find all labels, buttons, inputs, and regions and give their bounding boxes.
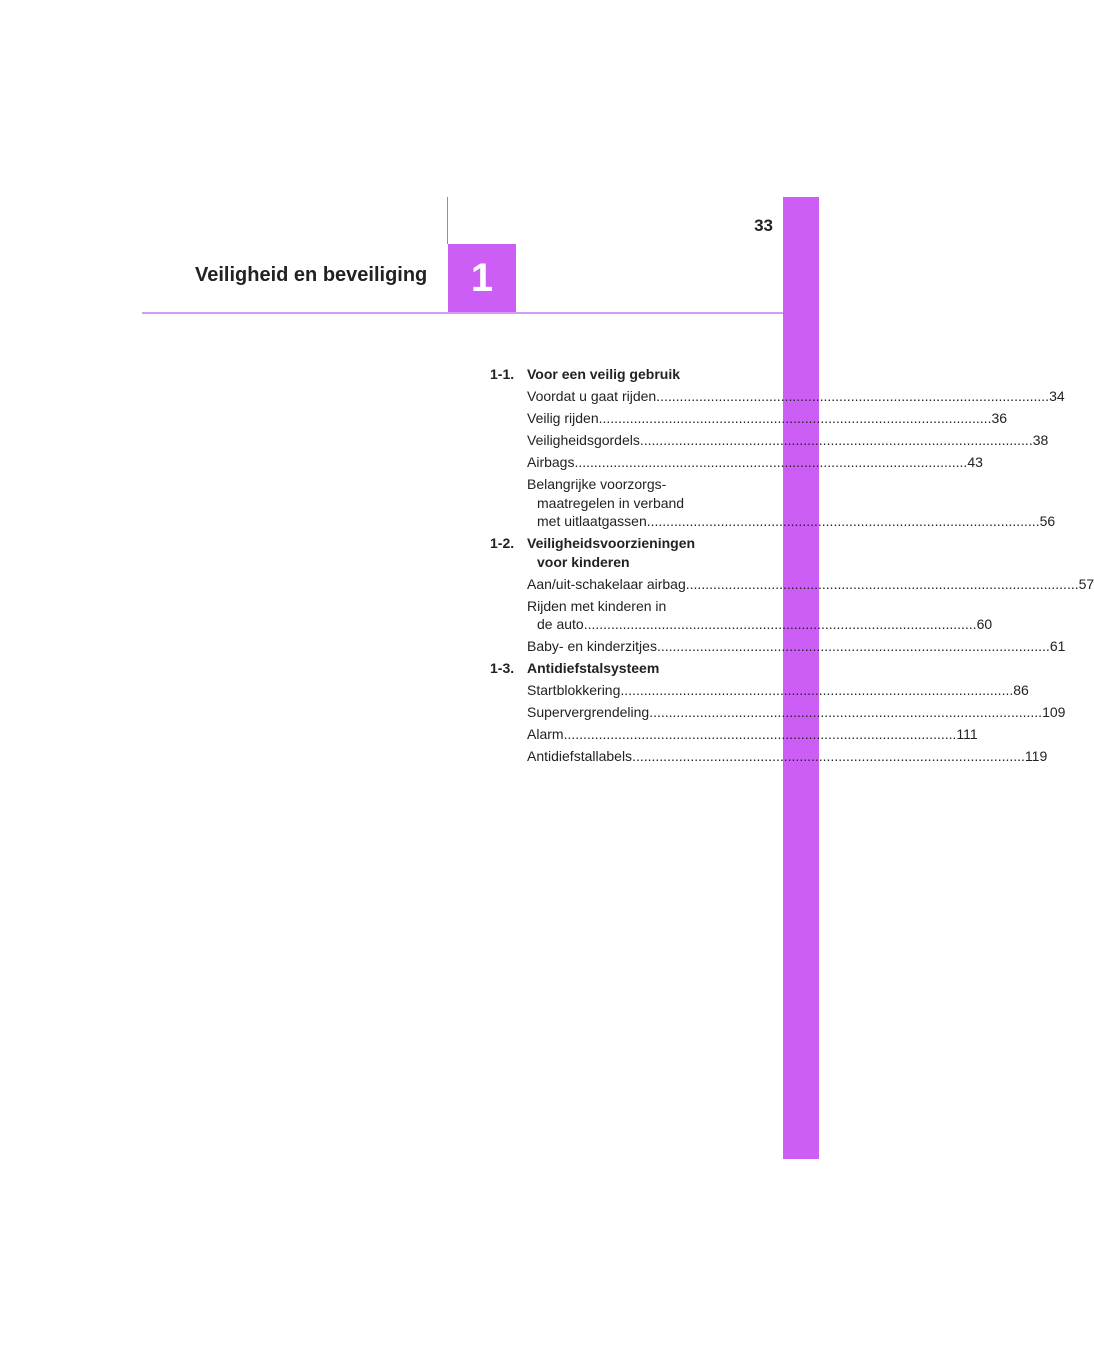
toc-entry[interactable] [527, 575, 1094, 594]
chapter-title: Veiligheid en beveiliging [195, 264, 428, 286]
toc-page-number: 60 [976, 616, 993, 632]
dot-leader [584, 616, 977, 632]
toc-entry-line [527, 387, 1065, 406]
toc-entry-line [527, 453, 983, 472]
toc-page-number: 34 [1049, 388, 1065, 404]
toc-page-number: 111 [956, 726, 978, 742]
toc-entry-text: de auto [537, 616, 584, 632]
chapter-number-box [448, 244, 516, 312]
dot-leader [657, 637, 1050, 656]
toc-entry-text: Antidiefstallabels [527, 748, 633, 764]
toc-section-heading [490, 534, 740, 571]
toc-entry[interactable] [527, 475, 1056, 531]
page-number: 33 [754, 216, 773, 235]
toc-entry-line [527, 575, 1094, 594]
toc-entry-text: Supervergrendeling [527, 704, 650, 720]
section-title-line: Voor een veilig gebruik [527, 366, 681, 382]
toc-section-heading [490, 365, 740, 384]
toc-entry-line [527, 637, 1066, 656]
section-title-line: Veiligheidsvoorzieningen [527, 535, 696, 551]
toc-entry-line [527, 475, 740, 494]
toc-entry-text: Airbags [527, 454, 575, 470]
toc-page-number: 61 [1049, 638, 1066, 654]
toc-entry-line [527, 681, 1029, 700]
toc-section-heading [490, 659, 740, 678]
toc-entry-line [527, 725, 978, 744]
toc-entry-line [527, 615, 993, 634]
toc-page-number: 56 [1039, 513, 1056, 529]
section-number: 1-3. [490, 660, 515, 676]
toc-entry[interactable] [527, 453, 983, 472]
toc-entry[interactable] [527, 725, 978, 744]
section-title-line: Antidiefstalsysteem [527, 660, 660, 676]
toc-entry-text: Baby- en kinderzitjes [527, 638, 657, 654]
toc-page-number: 57 [1078, 575, 1094, 592]
toc-entry[interactable] [527, 681, 1029, 700]
dot-leader [632, 747, 1025, 766]
toc-entry-line [527, 512, 1056, 531]
dot-leader [656, 387, 1049, 406]
header-horizontal-rule [142, 312, 783, 314]
toc-page-number: 43 [967, 454, 983, 470]
toc-entry-text: Veilig rijden [527, 410, 599, 426]
header-vertical-rule [447, 197, 448, 244]
toc-page-number: 119 [1024, 748, 1048, 764]
toc-entry[interactable] [527, 387, 1065, 406]
toc-entry-text: Alarm [527, 726, 564, 742]
toc-page-number: 38 [1032, 432, 1049, 448]
dot-leader [564, 725, 957, 744]
toc-entry-line [527, 431, 1049, 450]
toc-page-number: 86 [1013, 682, 1029, 698]
toc-entry-text: maatregelen in verband [537, 494, 685, 511]
toc-entry-line [527, 703, 1066, 722]
section-number: 1-2. [490, 535, 515, 551]
toc-entry-text: Belangrijke voorzorgs- [527, 476, 667, 492]
toc-entry-text: Voordat u gaat rijden [527, 388, 657, 404]
toc-entry-line [527, 494, 740, 513]
dot-leader [620, 681, 1013, 700]
dot-leader [647, 513, 1040, 529]
toc-entry[interactable] [527, 597, 993, 634]
toc-entry-text: Startblokkering [527, 682, 621, 698]
toc-entry-text: Rijden met kinderen in [527, 597, 667, 614]
toc-entry-line [527, 597, 740, 616]
toc-entry-text: Aan/uit-schakelaar airbag [527, 575, 686, 592]
section-number: 1-1. [490, 366, 515, 382]
toc-entry-line [527, 409, 1008, 428]
chapter-number: 1 [470, 255, 494, 300]
table-of-contents [490, 365, 1094, 769]
section-title-line: voor kinderen [537, 553, 630, 570]
toc-entry[interactable] [527, 637, 1066, 656]
toc-entry[interactable] [527, 703, 1066, 722]
toc-entry[interactable] [527, 409, 1008, 428]
toc-page-number: 36 [991, 410, 1008, 426]
dot-leader [686, 575, 1079, 594]
toc-entry-text: Veiligheidsgordels [527, 432, 640, 448]
toc-entry[interactable] [527, 747, 1048, 766]
dot-leader [640, 431, 1033, 450]
toc-entry-line [527, 747, 1048, 766]
toc-entry[interactable] [527, 431, 1049, 450]
toc-entry-text: met uitlaatgassen [537, 513, 647, 529]
dot-leader [574, 453, 967, 472]
dot-leader [649, 703, 1042, 722]
dot-leader [599, 409, 992, 428]
toc-page-number: 109 [1042, 704, 1066, 720]
chapter-side-tab [783, 197, 819, 1159]
